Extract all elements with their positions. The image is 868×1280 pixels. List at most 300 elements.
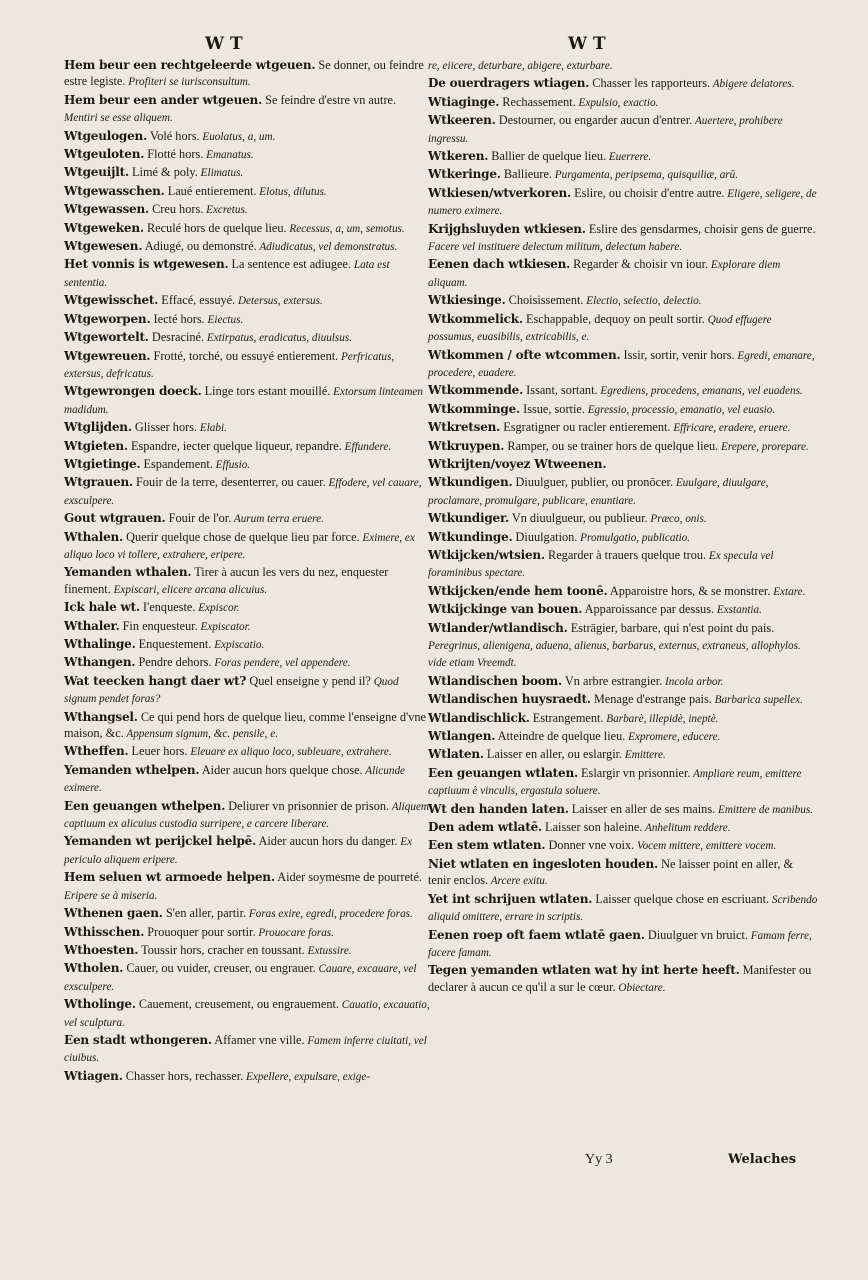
dictionary-entry (64, 146, 432, 163)
french-gloss: Laisser son haleine. (541, 820, 643, 835)
dictionary-entry (428, 819, 818, 836)
headword: Yemanden wthalen. (64, 565, 192, 580)
headword: Wtkundigen. (428, 475, 513, 490)
latin-gloss: Euolatus, a, um. (199, 130, 276, 143)
latin-gloss: Effundere. (341, 440, 392, 453)
french-gloss: Desraciné. (148, 330, 205, 345)
latin-gloss: Prouocare foras. (255, 926, 334, 939)
french-gloss: Rechassement. (499, 94, 576, 109)
headword: Wtkundiger. (428, 511, 509, 526)
dictionary-entry (64, 474, 432, 509)
latin-gloss: Extussire. (304, 944, 352, 957)
headword: Het vonnis is wtgewesen. (64, 257, 229, 272)
headword: Wthenen gaen. (64, 906, 163, 921)
headword: Wtlandischen boom. (428, 673, 563, 688)
dictionary-entry (428, 57, 818, 74)
french-gloss: Aider aucun hors quelque chose. (199, 762, 363, 777)
latin-gloss: Anhelitum reddere. (642, 822, 731, 835)
headword: Een stadt wthongeren. (64, 1032, 212, 1047)
headword: Wtgeuloten. (64, 147, 145, 162)
french-gloss: Laué entierement. (164, 183, 257, 198)
latin-gloss: Aliquem captiuum ex alicuius custodia surripere, e carcere liberare. (64, 800, 429, 831)
headword: Hem seluen wt armoede helpen. (64, 870, 275, 885)
headword: Den adem wtlatē. (428, 820, 542, 835)
dictionary-entry (428, 166, 818, 183)
signature-mark: Yy 3 (585, 1152, 613, 1167)
french-gloss: Cauement, creusement, ou engrauement. (135, 997, 339, 1012)
headword: Een geuangen wtlaten. (428, 765, 578, 780)
headword: Wtgewreuen. (64, 348, 151, 363)
french-gloss: I'enqueste. (139, 600, 196, 615)
dictionary-entry (428, 292, 818, 309)
latin-gloss: Peregrinus, alienigena, aduena, alienus, barbarus, externus, extraneus, allophylos. vide etiam Vreemdt. (428, 640, 801, 670)
headword: Wtkiesinge. (428, 293, 506, 308)
dictionary-entry (428, 927, 818, 962)
french-gloss: Regarder & choisir vn iour. (570, 257, 709, 272)
dictionary-entry (428, 529, 818, 546)
french-gloss: Diuulguer vn bruict. (644, 927, 748, 942)
headword: Wtkijckinge van bouen. (428, 602, 583, 617)
french-gloss: Issue, sortie. (520, 401, 585, 416)
french-gloss: Laisser en aller de ses mains. (568, 801, 716, 816)
headword: Hem beur een rechtgeleerde wtgeuen. (64, 58, 316, 72)
dictionary-entry (428, 710, 818, 727)
french-gloss: Espandre, iecter quelque liqueur, repandre. (127, 438, 342, 453)
dictionary-entry (428, 347, 818, 382)
headword: Wtglijden. (64, 420, 132, 435)
french-gloss: Leuer hors. (128, 744, 188, 759)
headword: Wthalinge. (64, 637, 136, 651)
latin-gloss: Egressio, processio, emanatio, vel euasio. (584, 403, 776, 416)
french-gloss: Vn diuulgueur, ou publieur. (508, 511, 648, 526)
headword: Wthisschen. (64, 924, 145, 939)
headword: Wtgewisschet. (64, 293, 159, 308)
headword: Wtkijcken/wtsien. (428, 547, 545, 562)
dictionary-entry (64, 419, 432, 436)
headword: Wtholinge. (64, 997, 136, 1012)
latin-gloss: Elotus, dilutus. (256, 185, 327, 198)
french-gloss: Ne laisser point en aller, & tenir enclos. (428, 856, 794, 888)
latin-gloss: Purgamenta, peripsema, quisquiliæ, arū. (552, 169, 739, 182)
french-gloss: Frotté, torché, ou essuyé entierement. (150, 348, 339, 363)
dictionary-entry (64, 996, 432, 1031)
latin-gloss: re, eiicere, deturbare, abigere, exturbare. (428, 60, 613, 72)
latin-gloss: Effusio. (212, 458, 251, 471)
latin-gloss: Emittere. (622, 749, 666, 762)
french-gloss: Se donner, ou feindre estre legiste. (64, 58, 424, 89)
headword: Gout wtgrauen. (64, 511, 166, 526)
dictionary-entry (64, 57, 432, 91)
latin-gloss: Abigere delatores. (710, 78, 795, 91)
running-head (0, 34, 868, 56)
dictionary-entry (428, 510, 818, 527)
french-gloss: Flotté hors. (144, 147, 204, 162)
dictionary-entry (428, 311, 818, 346)
dictionary-entry (428, 583, 818, 600)
headword: Wthangsel. (64, 709, 138, 724)
headword: Wthalen. (64, 529, 124, 544)
french-gloss: Eschappable, dequoy on peult sortir. (522, 311, 705, 326)
latin-gloss: Adiudicatus, vel demonstratus. (256, 241, 398, 254)
headword: Yemanden wt perijckel helpē. (64, 834, 257, 849)
french-gloss: Atteindre de quelque lieu. (495, 729, 626, 744)
headword: Eenen roep oft faem wtlatē gaen. (428, 927, 645, 942)
dictionary-entry (428, 765, 818, 800)
headword: Wtgewortelt. (64, 330, 149, 345)
french-gloss: Espandement. (140, 456, 213, 471)
french-gloss: Eslargir vn prisonnier. (577, 765, 691, 780)
latin-gloss: Extorsum linteamen madidum. (64, 386, 423, 416)
dictionary-entry (64, 1032, 432, 1067)
french-gloss: Volé hors. (147, 128, 200, 143)
dictionary-entry (428, 601, 818, 618)
latin-gloss: Egrediens, procedens, emanans, vel euadens. (597, 385, 803, 398)
headword: Wtgewasschen. (64, 183, 165, 198)
french-gloss: Eslire, ou choisir d'entre autre. (571, 185, 725, 200)
headword: Wtgewrongen doeck. (64, 384, 202, 399)
latin-gloss: Excretus. (203, 204, 248, 217)
french-gloss: Enquestement. (135, 637, 212, 651)
dictionary-entry (428, 620, 818, 672)
latin-gloss: Expiscator. (197, 620, 251, 633)
latin-gloss: Expromere, educere. (625, 731, 721, 744)
left-column (64, 57, 432, 1086)
latin-gloss: Cauatio, excauatio, vel sculptura. (64, 999, 430, 1029)
dictionary-entry (64, 128, 432, 145)
headword: Wtgewesen. (64, 239, 143, 254)
french-gloss: Deliurer vn prisonnier de prison. (225, 798, 390, 813)
latin-gloss: Extirpatus, eradicatus, diuulsus. (204, 332, 353, 345)
latin-gloss: Perfricatus, extersus, defricatus. (64, 350, 395, 380)
latin-gloss: Expiscor. (195, 602, 240, 615)
dictionary-entry (64, 220, 432, 237)
headword: Wtholen. (64, 961, 124, 976)
dictionary-entry (64, 456, 432, 473)
dictionary-entry (64, 529, 432, 564)
dictionary-entry (428, 382, 818, 399)
latin-gloss: Euulgare, diuulgare, proclamare, promulgare, publicare, enuntiare. (428, 477, 769, 507)
latin-gloss: Effodere, vel cauare, exsculpere. (64, 477, 422, 507)
dictionary-entry (428, 837, 818, 854)
french-gloss: Limé & poly. (128, 165, 198, 180)
headword: Wtkundinge. (428, 529, 513, 544)
latin-gloss: Effricare, eradere, eruere. (670, 422, 791, 435)
french-gloss: Choisissement. (505, 293, 584, 308)
dictionary-entry (428, 456, 818, 473)
latin-gloss: Aurum terra eruere. (231, 513, 324, 526)
latin-gloss: Eiectus. (204, 313, 244, 326)
headword: Wtgeulogen. (64, 128, 148, 143)
french-gloss: Diuulgation. (512, 529, 578, 544)
headword: Wtkrijten/voyez Wtweenen. (428, 456, 607, 471)
headword: Wtkommende. (428, 383, 524, 398)
french-gloss: Aider aucun hors du danger. (256, 834, 398, 849)
headword: Wtgrauen. (64, 475, 133, 490)
latin-gloss: Expellere, expulsare, exige- (243, 1070, 371, 1083)
headword: Wat teecken hangt daer wt? (64, 673, 247, 688)
latin-gloss: Alicunde eximere. (64, 764, 405, 795)
dictionary-entry (64, 743, 432, 760)
headword: Krijghsluyden wtkiesen. (428, 221, 586, 236)
french-gloss: S'en aller, partir. (162, 906, 247, 921)
french-gloss: Ballieure. (500, 167, 552, 182)
headword: Wtkretsen. (428, 420, 501, 435)
headword: Een stem wtlaten. (428, 838, 546, 853)
dictionary-entry (428, 185, 818, 220)
latin-gloss: Facere vel instituere delectum militum, delectum habere. (428, 241, 683, 254)
french-gloss: Donner vne voix. (545, 838, 635, 853)
headword: Wtlangen. (428, 729, 496, 744)
french-gloss: Ballier de quelque lieu. (488, 149, 607, 164)
french-gloss: Iecté hors. (150, 311, 205, 326)
latin-gloss: Exstantia. (714, 604, 762, 617)
latin-gloss: Elimatus. (197, 167, 244, 180)
french-gloss: Ce qui pend hors de quelque lieu, comme l'enseigne d'vne maison, &c. (64, 709, 426, 741)
dictionary-entry (428, 746, 818, 763)
french-gloss: Issant, sortant. (523, 383, 598, 398)
latin-gloss: Famam ferre, facere famam. (428, 929, 812, 959)
dictionary-entry (64, 92, 432, 127)
latin-gloss: Barbarè, illepidè, ineptè. (603, 712, 719, 725)
headword: Wtgeuijlt. (64, 165, 129, 180)
headword: Hem beur een ander wtgeuen. (64, 92, 263, 107)
french-gloss: Linge tors estant mouillé. (201, 384, 331, 399)
headword: Wt den handen laten. (428, 801, 569, 816)
latin-gloss: Explorare diem aliquam. (428, 259, 781, 289)
dictionary-entry (428, 256, 818, 291)
french-gloss: Apparoissance par dessus. (582, 602, 715, 617)
headword: Wtiaginge. (428, 94, 500, 109)
dictionary-entry (64, 905, 432, 922)
dictionary-entry (428, 419, 818, 436)
french-gloss: Estrangement. (529, 710, 604, 725)
dictionary-entry (64, 599, 432, 616)
french-gloss: Estrāgier, barbare, qui n'est point du pais. (567, 620, 775, 635)
headword: Yet int schrijuen wtlaten. (428, 891, 593, 906)
latin-gloss: Ex specula vel foraminibus spectare. (428, 549, 774, 580)
dictionary-entry (428, 221, 818, 256)
latin-gloss: Cauare, excauare, vel exsculpere. (64, 963, 417, 993)
french-gloss: Aider soymesme de pourreté. (274, 870, 422, 885)
dictionary-entry (428, 673, 818, 690)
page-footer (0, 1152, 868, 1172)
latin-gloss: Eligere, seligere, de numero eximere. (428, 187, 817, 218)
headword: Yemanden wthelpen. (64, 762, 200, 777)
french-gloss: Regarder à trauers quelque trou. (544, 547, 707, 562)
latin-gloss: Profiteri se iurisconsultum. (125, 76, 251, 89)
latin-gloss: Lata est sententia. (64, 259, 390, 289)
dictionary-entry (64, 183, 432, 200)
latin-gloss: Euerrere. (606, 151, 652, 164)
latin-gloss: Appensum signum, &c. pensile, e. (123, 728, 279, 741)
french-gloss: Vn arbre estrangier. (562, 673, 663, 688)
dictionary-entry (64, 673, 432, 708)
latin-gloss: Expulsio, exactio. (575, 96, 659, 109)
latin-gloss: Recessus, a, um, semotus. (286, 222, 405, 235)
dictionary-entry (64, 201, 432, 218)
french-gloss: Fouir de la terre, desenterrer, ou cauer. (132, 475, 326, 490)
headword: Wtkeringe. (428, 167, 501, 182)
headword: Wtlaten. (428, 747, 484, 762)
latin-gloss: Foras exire, egredi, procedere foras. (246, 908, 413, 921)
headword: Wtgeworpen. (64, 311, 151, 326)
latin-gloss: Detersus, extersus. (235, 295, 323, 308)
headword: Wtgeweken. (64, 220, 144, 235)
french-gloss: Esgratigner ou racler entierement. (500, 420, 671, 435)
headword: Een geuangen wthelpen. (64, 798, 226, 813)
latin-gloss: Auertere, prohibere ingressu. (428, 115, 783, 145)
dictionary-entry (428, 75, 818, 92)
french-gloss: Creu hors. (149, 202, 204, 217)
headword: Wtkommelick. (428, 311, 523, 326)
latin-gloss: Incola arbor. (662, 675, 724, 688)
running-head-right: W T (568, 34, 606, 54)
latin-gloss: Elabi. (197, 422, 227, 435)
french-gloss: La sentence est adiugee. (228, 257, 352, 272)
dictionary-entry (428, 547, 818, 582)
french-gloss: Apparoistre hors, & se monstrer. (607, 583, 771, 598)
dictionary-entry (64, 438, 432, 455)
latin-gloss: Egredi, emanare, procedere, euadere. (428, 349, 815, 379)
dictionary-entry (64, 636, 432, 653)
dictionary-entry (428, 401, 818, 418)
headword: Ick hale wt. (64, 600, 140, 615)
latin-gloss: Emanatus. (203, 149, 254, 162)
dictionary-entry (428, 962, 818, 996)
latin-gloss: Arcere exitu. (488, 875, 548, 888)
latin-gloss: Erepere, prorepare. (718, 440, 809, 453)
french-gloss: Issir, sortir, venir hors. (620, 347, 735, 362)
catchword: Welaches (728, 1152, 797, 1167)
dictionary-entry (428, 474, 818, 509)
latin-gloss: Electio, selectio, delectio. (583, 295, 702, 308)
headword: Wthaler. (64, 618, 120, 633)
french-gloss: Quel enseigne y pend il? (246, 673, 371, 688)
french-gloss: Tirer à aucun les vers du nez, enquester finement. (64, 565, 389, 596)
headword: Wtkijcken/ende hem toonē. (428, 583, 608, 598)
dictionary-entry (428, 112, 818, 147)
french-gloss: Se feindre d'estre vn autre. (262, 92, 397, 107)
headword: Eenen dach wtkiesen. (428, 257, 571, 272)
latin-gloss: Eximere, ex aliquo loco vi tollere, extrahere, eripere. (64, 531, 415, 561)
dictionary-entry (64, 654, 432, 671)
french-gloss: Fouir de l'or. (165, 511, 232, 526)
french-gloss: Affamer vne ville. (211, 1032, 305, 1047)
french-gloss: Adiugé, ou demonstré. (142, 239, 257, 254)
dictionary-entry (64, 383, 432, 418)
latin-gloss: Barbarica supellex. (711, 694, 803, 707)
latin-gloss: Extare. (770, 585, 806, 598)
latin-gloss: Eripere se à miseria. (64, 889, 158, 902)
dictionary-entry (428, 801, 818, 818)
french-gloss: Effacé, essuyé. (158, 293, 236, 308)
headword: Wtkeeren. (428, 113, 496, 128)
dictionary-entry (64, 510, 432, 527)
running-head-left: W T (205, 34, 243, 54)
latin-gloss: Eleuare ex aliquo loco, subleuare, extrahere. (187, 746, 392, 759)
dictionary-entry (64, 564, 432, 598)
dictionary-entry (64, 329, 432, 346)
headword: Wthoesten. (64, 942, 139, 957)
french-gloss: Destourner, ou engarder aucun d'entrer. (495, 113, 693, 128)
french-gloss: Fin enquesteur. (119, 618, 198, 633)
headword: Wtgietinge. (64, 456, 141, 471)
french-gloss: Chasser hors, rechasser. (122, 1068, 244, 1083)
dictionary-entry (64, 1068, 432, 1085)
french-gloss: Diuulguer, publier, ou pronōcer. (512, 475, 674, 490)
headword: Wtkomminge. (428, 401, 521, 416)
french-gloss: Reculé hors de quelque lieu. (143, 220, 287, 235)
latin-gloss: Vocem mittere, emittere vocem. (634, 840, 777, 853)
dictionary-entry (64, 942, 432, 959)
french-gloss: Prouoquer pour sortir. (144, 924, 256, 939)
latin-gloss: Famem inferre ciuitati, vel ciuibus. (64, 1034, 427, 1065)
latin-gloss: Mentiri se esse aliquem. (64, 112, 173, 125)
latin-gloss: Foras pendere, vel appendere. (211, 657, 351, 670)
headword: Wtiagen. (64, 1068, 123, 1083)
dictionary-entry (64, 348, 432, 383)
latin-gloss: Ex periculo aliquem eripere. (64, 836, 413, 866)
dictionary-entry (428, 94, 818, 111)
headword: Wtgieten. (64, 438, 128, 453)
dictionary-entry (64, 762, 432, 797)
latin-gloss: Præco, onis. (647, 513, 707, 526)
french-gloss: Laisser quelque chose en escriuant. (592, 891, 770, 906)
dictionary-entry (428, 856, 818, 890)
french-gloss: Eslire des gensdarmes, choisir gens de guerre. (585, 221, 816, 236)
french-gloss: Querir quelque chose de quelque lieu par force. (123, 529, 360, 544)
french-gloss: Pendre dehors. (135, 655, 212, 670)
headword: De ouerdragers wtiagen. (428, 76, 590, 91)
headword: Wtheffen. (64, 744, 129, 759)
dictionary-entry (428, 891, 818, 926)
french-gloss: Toussir hors, cracher en toussant. (138, 942, 305, 957)
dictionary-entry (64, 238, 432, 255)
headword: Wtlandischen huysraedt. (428, 692, 591, 707)
headword: Tegen yemanden wtlaten wat hy int herte heeft. (428, 963, 740, 978)
latin-gloss: Ampliare reum, emittere captiuum è vinculis, ergastula soluere. (428, 767, 802, 798)
dictionary-entry (428, 691, 818, 708)
dictionary-entry (64, 833, 432, 868)
french-gloss: Manifester ou declarer à aucun ce qu'il a sur le cœur. (428, 963, 812, 994)
headword: Niet wtlaten en ingesloten houden. (428, 856, 658, 871)
dictionary-entry (64, 618, 432, 635)
latin-gloss: Quod signum pendet foras? (64, 675, 399, 706)
headword: Wtgewassen. (64, 202, 149, 217)
latin-gloss: Quod effugere possumus, euasibilis, extricabilis, e. (428, 313, 772, 344)
headword: Wtkommen / ofte wtcommen. (428, 347, 621, 362)
dictionary-entry (64, 960, 432, 995)
latin-gloss: Expiscatio. (211, 639, 265, 651)
dictionary-entry (64, 798, 432, 833)
latin-gloss: Scribendo aliquid omittere, errare in scriptis. (428, 893, 818, 924)
french-gloss: Laisser en aller, ou eslargir. (483, 747, 623, 762)
latin-gloss: Obiectare. (615, 981, 666, 994)
headword: Wtlander/wtlandisch. (428, 620, 568, 635)
french-gloss: Glisser hors. (131, 420, 198, 435)
latin-gloss: Expiscari, elicere arcana alicuius. (110, 583, 268, 596)
dictionary-entry (64, 292, 432, 309)
headword: Wtkiesen/wtverkoren. (428, 185, 572, 200)
french-gloss: Cauer, ou vuider, creuser, ou engrauer. (123, 961, 316, 976)
french-gloss: Menage d'estrange pais. (590, 692, 712, 707)
headword: Wtkruypen. (428, 438, 505, 453)
latin-gloss: Emittere de manibus. (715, 803, 813, 816)
dictionary-entry (428, 438, 818, 455)
dictionary-entry (64, 256, 432, 291)
headword: Wthangen. (64, 655, 136, 670)
dictionary-entry (64, 924, 432, 941)
